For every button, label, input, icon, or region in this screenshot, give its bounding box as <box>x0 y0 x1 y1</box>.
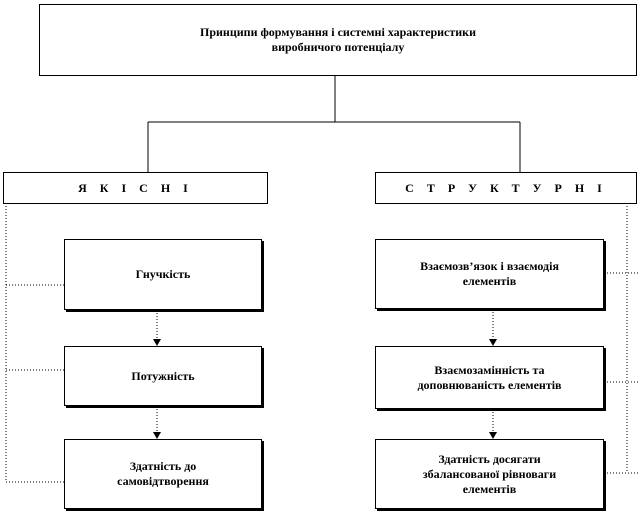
item-label: Гнучкість <box>135 267 191 281</box>
right-arrowhead-2 <box>489 432 497 439</box>
item-label-line-2: елементів <box>462 274 517 288</box>
structural-item-balance <box>375 439 604 509</box>
structural-item-interconnection <box>375 239 604 309</box>
structural-heading: С Т Р У К Т У Р Н І <box>405 180 607 195</box>
item-label-line-3: елементів <box>462 481 517 496</box>
structural-heading-box <box>375 172 637 204</box>
left-arrowhead-1 <box>153 339 161 346</box>
item-label-line-2: збалансованої рівноваги <box>422 466 557 481</box>
item-label-line-2: доповнюваність елементів <box>417 377 562 392</box>
structural-item-interchangeability <box>375 346 604 409</box>
item-label-line-1: Взаємозамінність та <box>434 362 545 377</box>
item-label: Потужність <box>131 368 195 383</box>
qualitative-heading: Я К І С Н І <box>78 180 193 195</box>
qualitative-item-capacity <box>64 346 262 406</box>
item-label-line-1: Взаємозв’язок і взаємодія <box>420 259 559 273</box>
qualitative-item-flexibility <box>64 239 262 310</box>
title-line-2: виробничого потенціалу <box>271 40 405 54</box>
item-label-line-2: самовідтворення <box>117 474 209 488</box>
left-arrowhead-2 <box>153 432 161 439</box>
qualitative-item-self-reproduction <box>64 439 262 509</box>
title-box <box>39 4 637 76</box>
qualitative-heading-box <box>3 172 268 204</box>
title-line-1: Принципи формування і системні характеристики <box>199 25 476 39</box>
right-arrowhead-1 <box>489 339 497 346</box>
item-label-line-1: Здатність до <box>129 459 197 473</box>
item-label-line-1: Здатність досягати <box>438 451 541 466</box>
